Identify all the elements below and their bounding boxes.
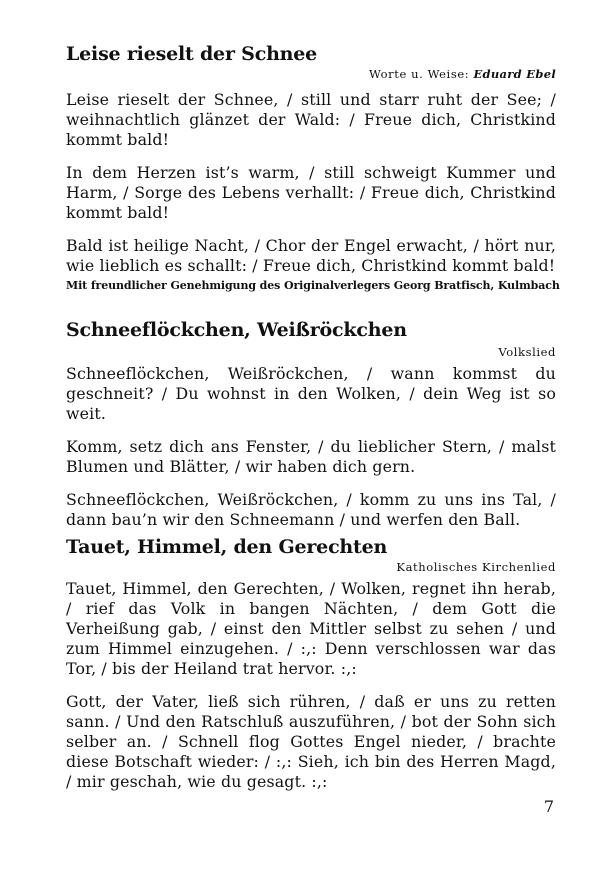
song-credit: Volkslied	[498, 345, 556, 359]
verse-1: Leise rieselt der Schnee, / still und starr ruht der See; / weihnachtlich glänzet der Wald: / Freue dich, Christkind kommt bald!	[66, 90, 556, 149]
song-tauet-himmel	[66, 535, 556, 792]
credit-prefix: Worte u. Weise:	[369, 67, 470, 81]
permission-note: Mit freundlicher Genehmigung des Originalverlegers Georg Bratfisch, Kulmbach	[66, 279, 560, 292]
song-title: Tauet, Himmel, den Gerechten	[66, 536, 388, 558]
song-title: Leise rieselt der Schnee	[66, 43, 318, 65]
song-schneefloeckchen	[66, 318, 556, 530]
verse-2: Komm, setz dich ans Fenster, / du lieblicher Stern, / malst Blumen und Blätter, / wir haben dich gern.	[66, 437, 556, 476]
verse-1: Tauet, Himmel, den Gerechten, / Wolken, regnet ihn herab, / rief das Volk in bangen Nächten, / dem Gott die Verheißung gab, / einst den Mittler selbst zu sehen / und zum Himmel einzugehen. / :,: Denn verschlossen war das Tor, / bis der Heiland trat hervor. :,:	[66, 579, 556, 678]
song-credit: Katholisches Kirchenlied	[396, 560, 556, 574]
credit-author: Eduard Ebel	[473, 67, 556, 81]
verse-2: Gott, der Vater, ließ sich rühren, / daß er uns zu retten sann. / Und den Ratschluß auszuführen, / bot der Sohn sich selber an. / Schnell flog Gottes Engel nieder, / brachte diese Botschaft wieder: / :,: Sieh, ich bin des Herren Magd, / mir geschah, wie du gesagt. :,:	[66, 692, 556, 791]
verse-1: Schneeflöckchen, Weißröckchen, / wann kommst du geschneit? / Du wohnst in den Wolken, / dein Weg ist so weit.	[66, 364, 556, 423]
verse-2: In dem Herzen ist’s warm, / still schweigt Kummer und Harm, / Sorge des Lebens verhallt: / Freue dich, Christkind kommt bald!	[66, 163, 556, 222]
page-number: 7	[543, 797, 554, 816]
song-title: Schneeflöckchen, Weißröckchen	[66, 319, 407, 341]
verse-3: Schneeflöckchen, Weißröckchen, / komm zu uns ins Tal, / dann bau’n wir den Schneemann / und werfen den Ball.	[66, 490, 556, 529]
verse-3: Bald ist heilige Nacht, / Chor der Engel erwacht, / hört nur, wie lieblich es schallt: / Freue dich, Christkind kommt bald!	[66, 236, 556, 275]
song-credit	[66, 66, 556, 82]
song-leise-rieselt	[66, 42, 560, 294]
